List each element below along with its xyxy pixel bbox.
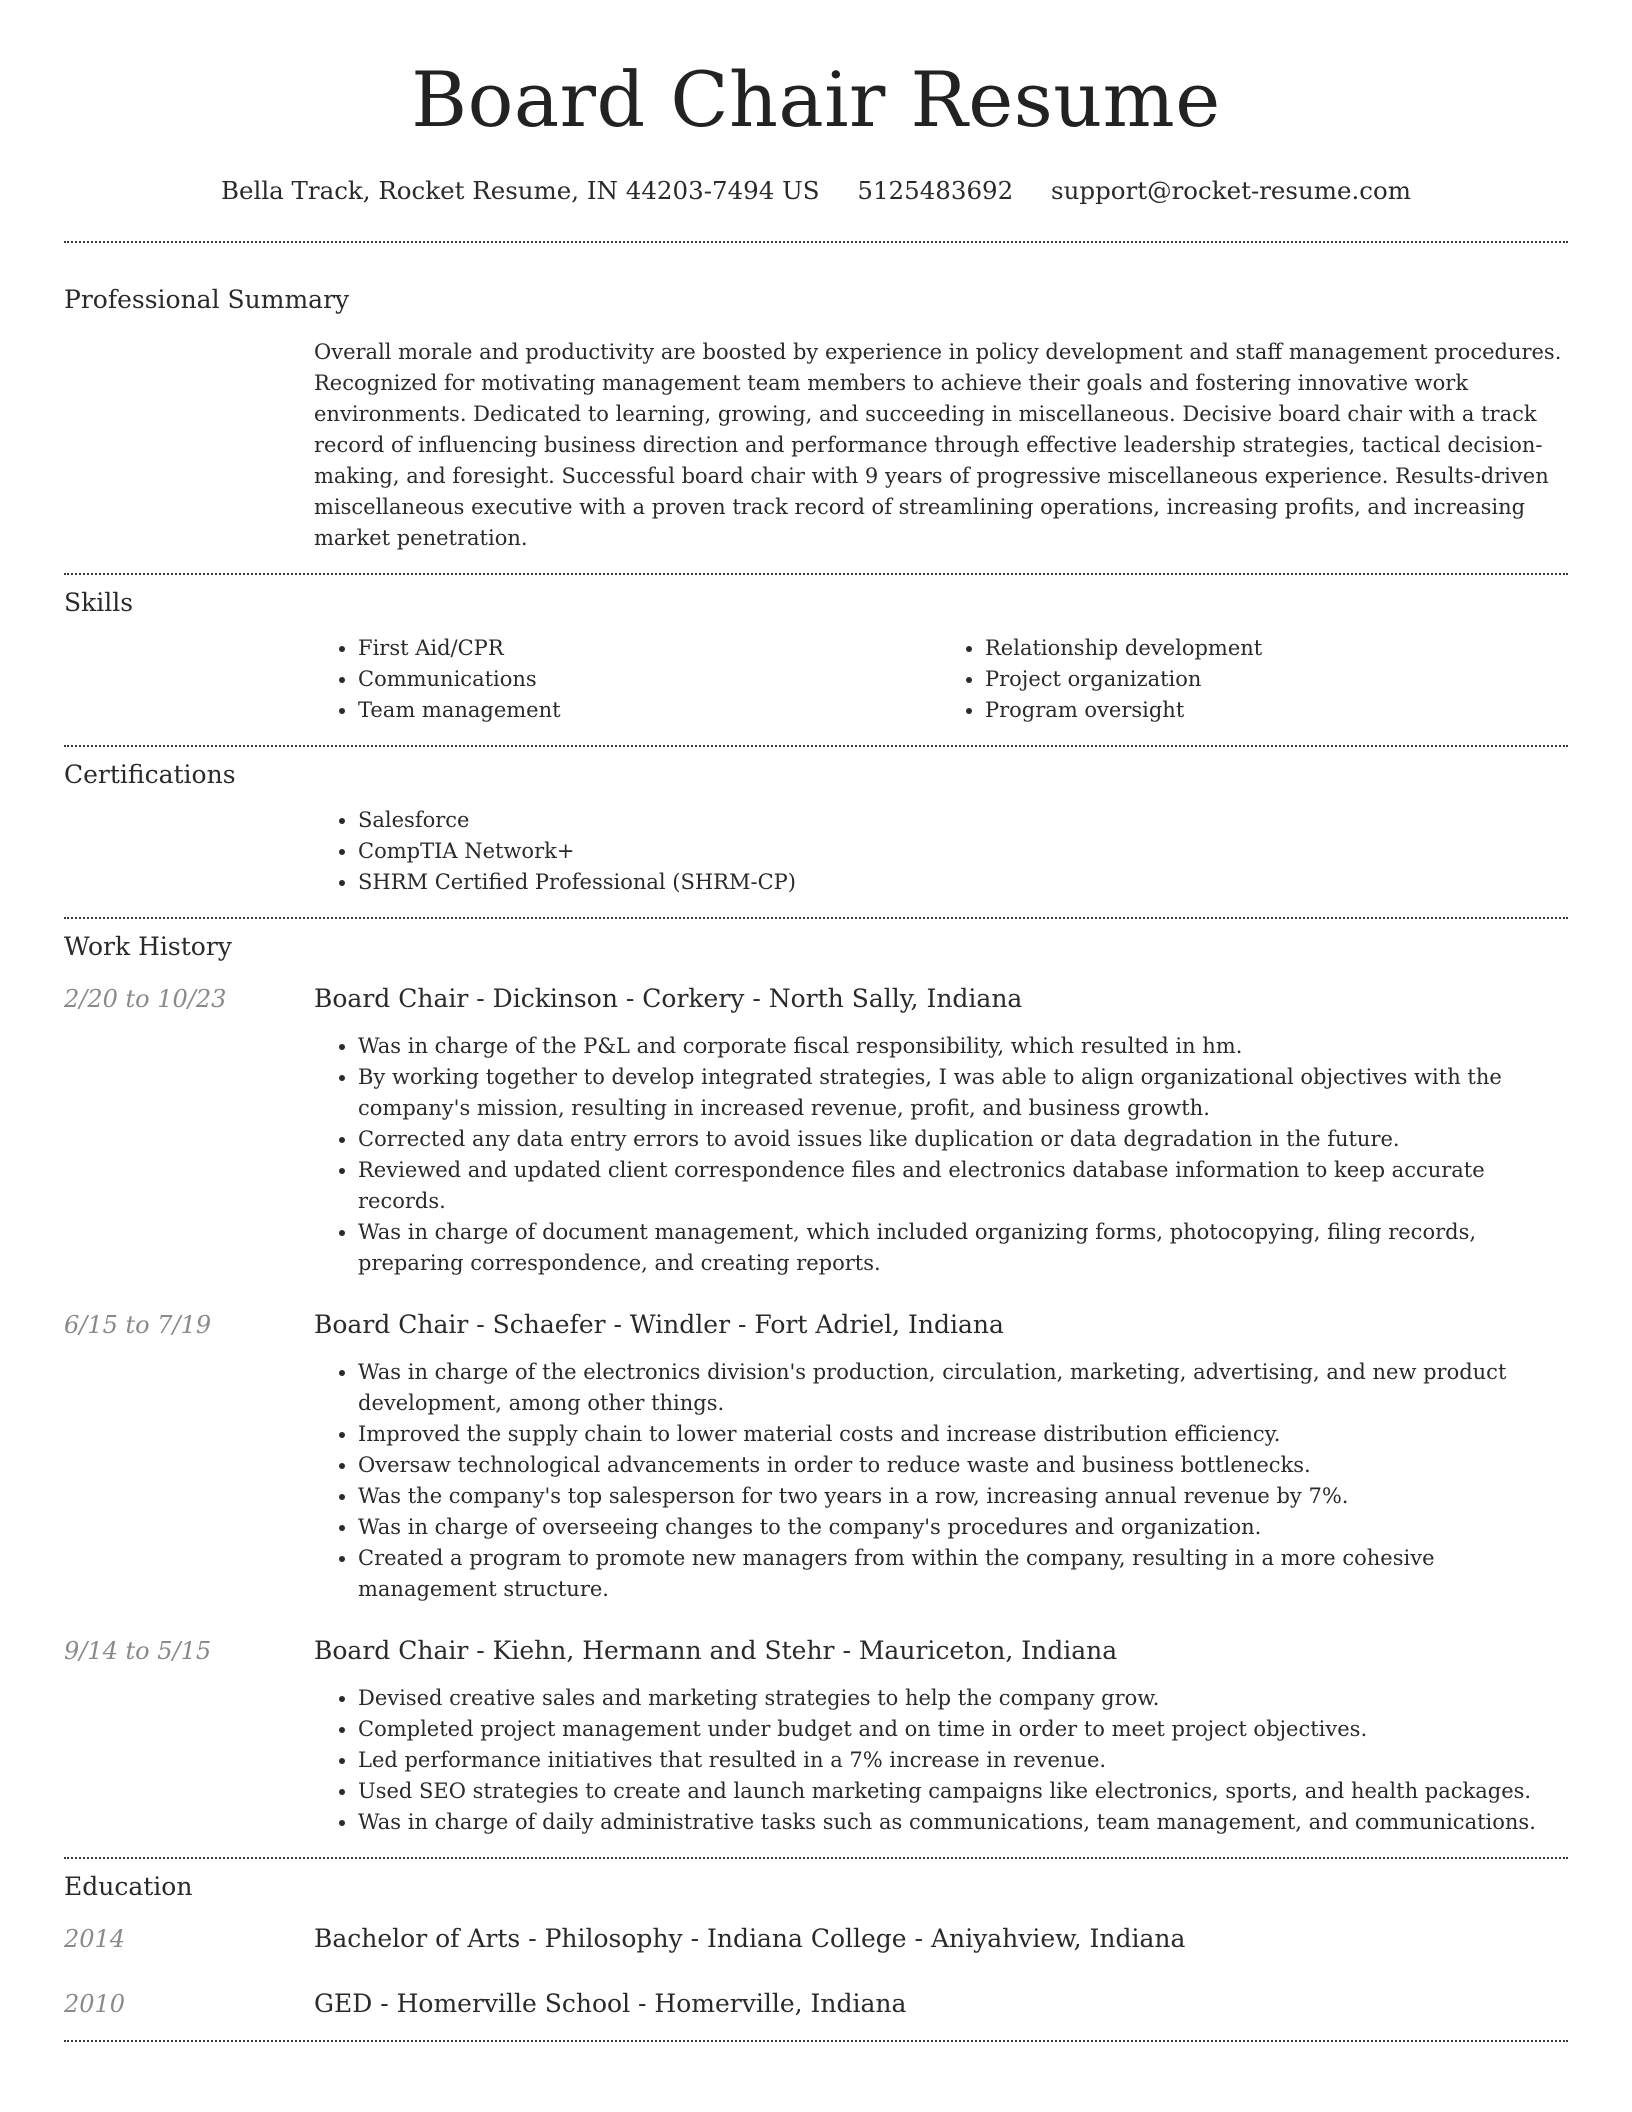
skills-list-left bbox=[314, 633, 941, 726]
education-degree: Bachelor of Arts - Philosophy - Indiana College - Aniyahview, Indiana bbox=[314, 1924, 1186, 1953]
contact-phone: 5125483692 bbox=[857, 176, 1014, 205]
skills-grid bbox=[314, 633, 1568, 726]
job-dates: 9/14 to 5/15 bbox=[64, 1637, 212, 1665]
education-entry bbox=[64, 1989, 1568, 2018]
job-bullets bbox=[314, 1357, 1568, 1605]
education-year: 2014 bbox=[64, 1925, 126, 1953]
divider bbox=[64, 241, 1568, 243]
certifications-heading: Certifications bbox=[64, 760, 236, 789]
skill-item: • Program oversight bbox=[985, 695, 1568, 726]
job-bullet: • Used SEO strategies to create and launch marketing campaigns like electronics, sports, and health packages. bbox=[358, 1776, 1568, 1807]
job-bullet: • Was in charge of the electronics division's production, circulation, marketing, advertising, and new product development, among other things. bbox=[358, 1357, 1568, 1419]
job-entry bbox=[64, 1310, 1568, 1605]
skills-list-right bbox=[941, 633, 1568, 726]
job-bullet: • Led performance initiatives that resulted in a 7% increase in revenue. bbox=[358, 1745, 1568, 1776]
job-bullet: • Reviewed and updated client correspondence files and electronics database information to keep accurate records. bbox=[358, 1155, 1568, 1217]
certification-item: • Salesforce bbox=[358, 805, 1568, 836]
skill-item: • First Aid/CPR bbox=[358, 633, 941, 664]
job-bullet: • Devised creative sales and marketing strategies to help the company grow. bbox=[358, 1683, 1568, 1714]
certifications-section bbox=[64, 760, 1568, 898]
job-bullets bbox=[314, 1031, 1568, 1279]
summary-section bbox=[64, 285, 1568, 554]
divider bbox=[64, 1857, 1568, 1859]
work-history-heading: Work History bbox=[64, 932, 232, 961]
divider bbox=[64, 745, 1568, 747]
contact-address: Bella Track, Rocket Resume, IN 44203-7494 US bbox=[220, 176, 820, 205]
work-history-section bbox=[64, 932, 1568, 1838]
skills-section bbox=[64, 588, 1568, 726]
divider bbox=[64, 917, 1568, 919]
job-bullet: • Corrected any data entry errors to avoid issues like duplication or data degradation in the future. bbox=[358, 1124, 1568, 1155]
job-bullet: • Completed project management under budget and on time in order to meet project objectives. bbox=[358, 1714, 1568, 1745]
divider bbox=[64, 573, 1568, 575]
job-bullet: • Was in charge of the P&L and corporate fiscal responsibility, which resulted in hm. bbox=[358, 1031, 1568, 1062]
job-entry bbox=[64, 1636, 1568, 1838]
job-bullet: • By working together to develop integrated strategies, I was able to align organizational objectives with the company's mission, resulting in increased revenue, profit, and business growth. bbox=[358, 1062, 1568, 1124]
job-bullet: • Was the company's top salesperson for two years in a row, increasing annual revenue by 7%. bbox=[358, 1481, 1568, 1512]
skill-item: • Relationship development bbox=[985, 633, 1568, 664]
job-bullet: • Was in charge of daily administrative tasks such as communications, team management, and communications. bbox=[358, 1807, 1568, 1838]
resume-title: Board Chair Resume bbox=[411, 55, 1221, 144]
job-bullet: • Improved the supply chain to lower material costs and increase distribution efficiency. bbox=[358, 1419, 1568, 1450]
job-title: Board Chair - Schaefer - Windler - Fort Adriel, Indiana bbox=[314, 1310, 1004, 1339]
job-dates: 2/20 to 10/23 bbox=[64, 985, 227, 1013]
certifications-content bbox=[314, 805, 1568, 898]
certification-item: • CompTIA Network+ bbox=[358, 836, 1568, 867]
skill-item: • Project organization bbox=[985, 664, 1568, 695]
contact-email: support@rocket-resume.com bbox=[1051, 176, 1412, 205]
job-dates: 6/15 to 7/19 bbox=[64, 1311, 212, 1339]
job-title: Board Chair - Kiehn, Hermann and Stehr - Mauriceton, Indiana bbox=[314, 1636, 1118, 1665]
education-year: 2010 bbox=[64, 1990, 126, 2018]
job-bullet: • Was in charge of overseeing changes to the company's procedures and organization. bbox=[358, 1512, 1568, 1543]
skill-item: • Team management bbox=[358, 695, 941, 726]
job-bullet: • Created a program to promote new managers from within the company, resulting in a more cohesive management structure. bbox=[358, 1543, 1568, 1605]
job-title: Board Chair - Dickinson - Corkery - North Sally, Indiana bbox=[314, 984, 1023, 1013]
job-header bbox=[64, 984, 1568, 1013]
job-bullets bbox=[314, 1683, 1568, 1838]
certification-item: • SHRM Certified Professional (SHRM-CP) bbox=[358, 867, 1568, 898]
job-header bbox=[64, 1636, 1568, 1665]
education-heading: Education bbox=[64, 1872, 193, 1901]
education-section bbox=[64, 1872, 1568, 2018]
job-bullet: • Was in charge of document management, which included organizing forms, photocopying, filing records, preparing correspondence, and creating reports. bbox=[358, 1217, 1568, 1279]
education-entry bbox=[64, 1924, 1568, 1953]
education-degree: GED - Homerville School - Homerville, Indiana bbox=[314, 1989, 907, 2018]
summary-text: Overall morale and productivity are boosted by experience in policy development and staff management procedures. Recognized for motivating management team members to achieve their goals and fostering innovative work environments. Dedicated to learning, growing, and succeeding in miscellaneous. Decisive board chair with a track record of influencing business direction and performance through effective leadership strategies, tactical decision-making, and foresight. Successful board chair with 9 years of progressive miscellaneous experience. Results-driven miscellaneous executive with a proven track record of streamlining operations, increasing profits, and increasing market penetration. bbox=[314, 340, 1562, 550]
summary-heading: Professional Summary bbox=[64, 285, 350, 314]
skill-item: • Communications bbox=[358, 664, 941, 695]
job-entry bbox=[64, 984, 1568, 1279]
skills-heading: Skills bbox=[64, 588, 134, 617]
divider bbox=[64, 2040, 1568, 2042]
job-header bbox=[64, 1310, 1568, 1339]
contact-line bbox=[64, 176, 1568, 205]
job-bullet: • Oversaw technological advancements in order to reduce waste and business bottlenecks. bbox=[358, 1450, 1568, 1481]
certifications-list bbox=[314, 805, 1568, 898]
